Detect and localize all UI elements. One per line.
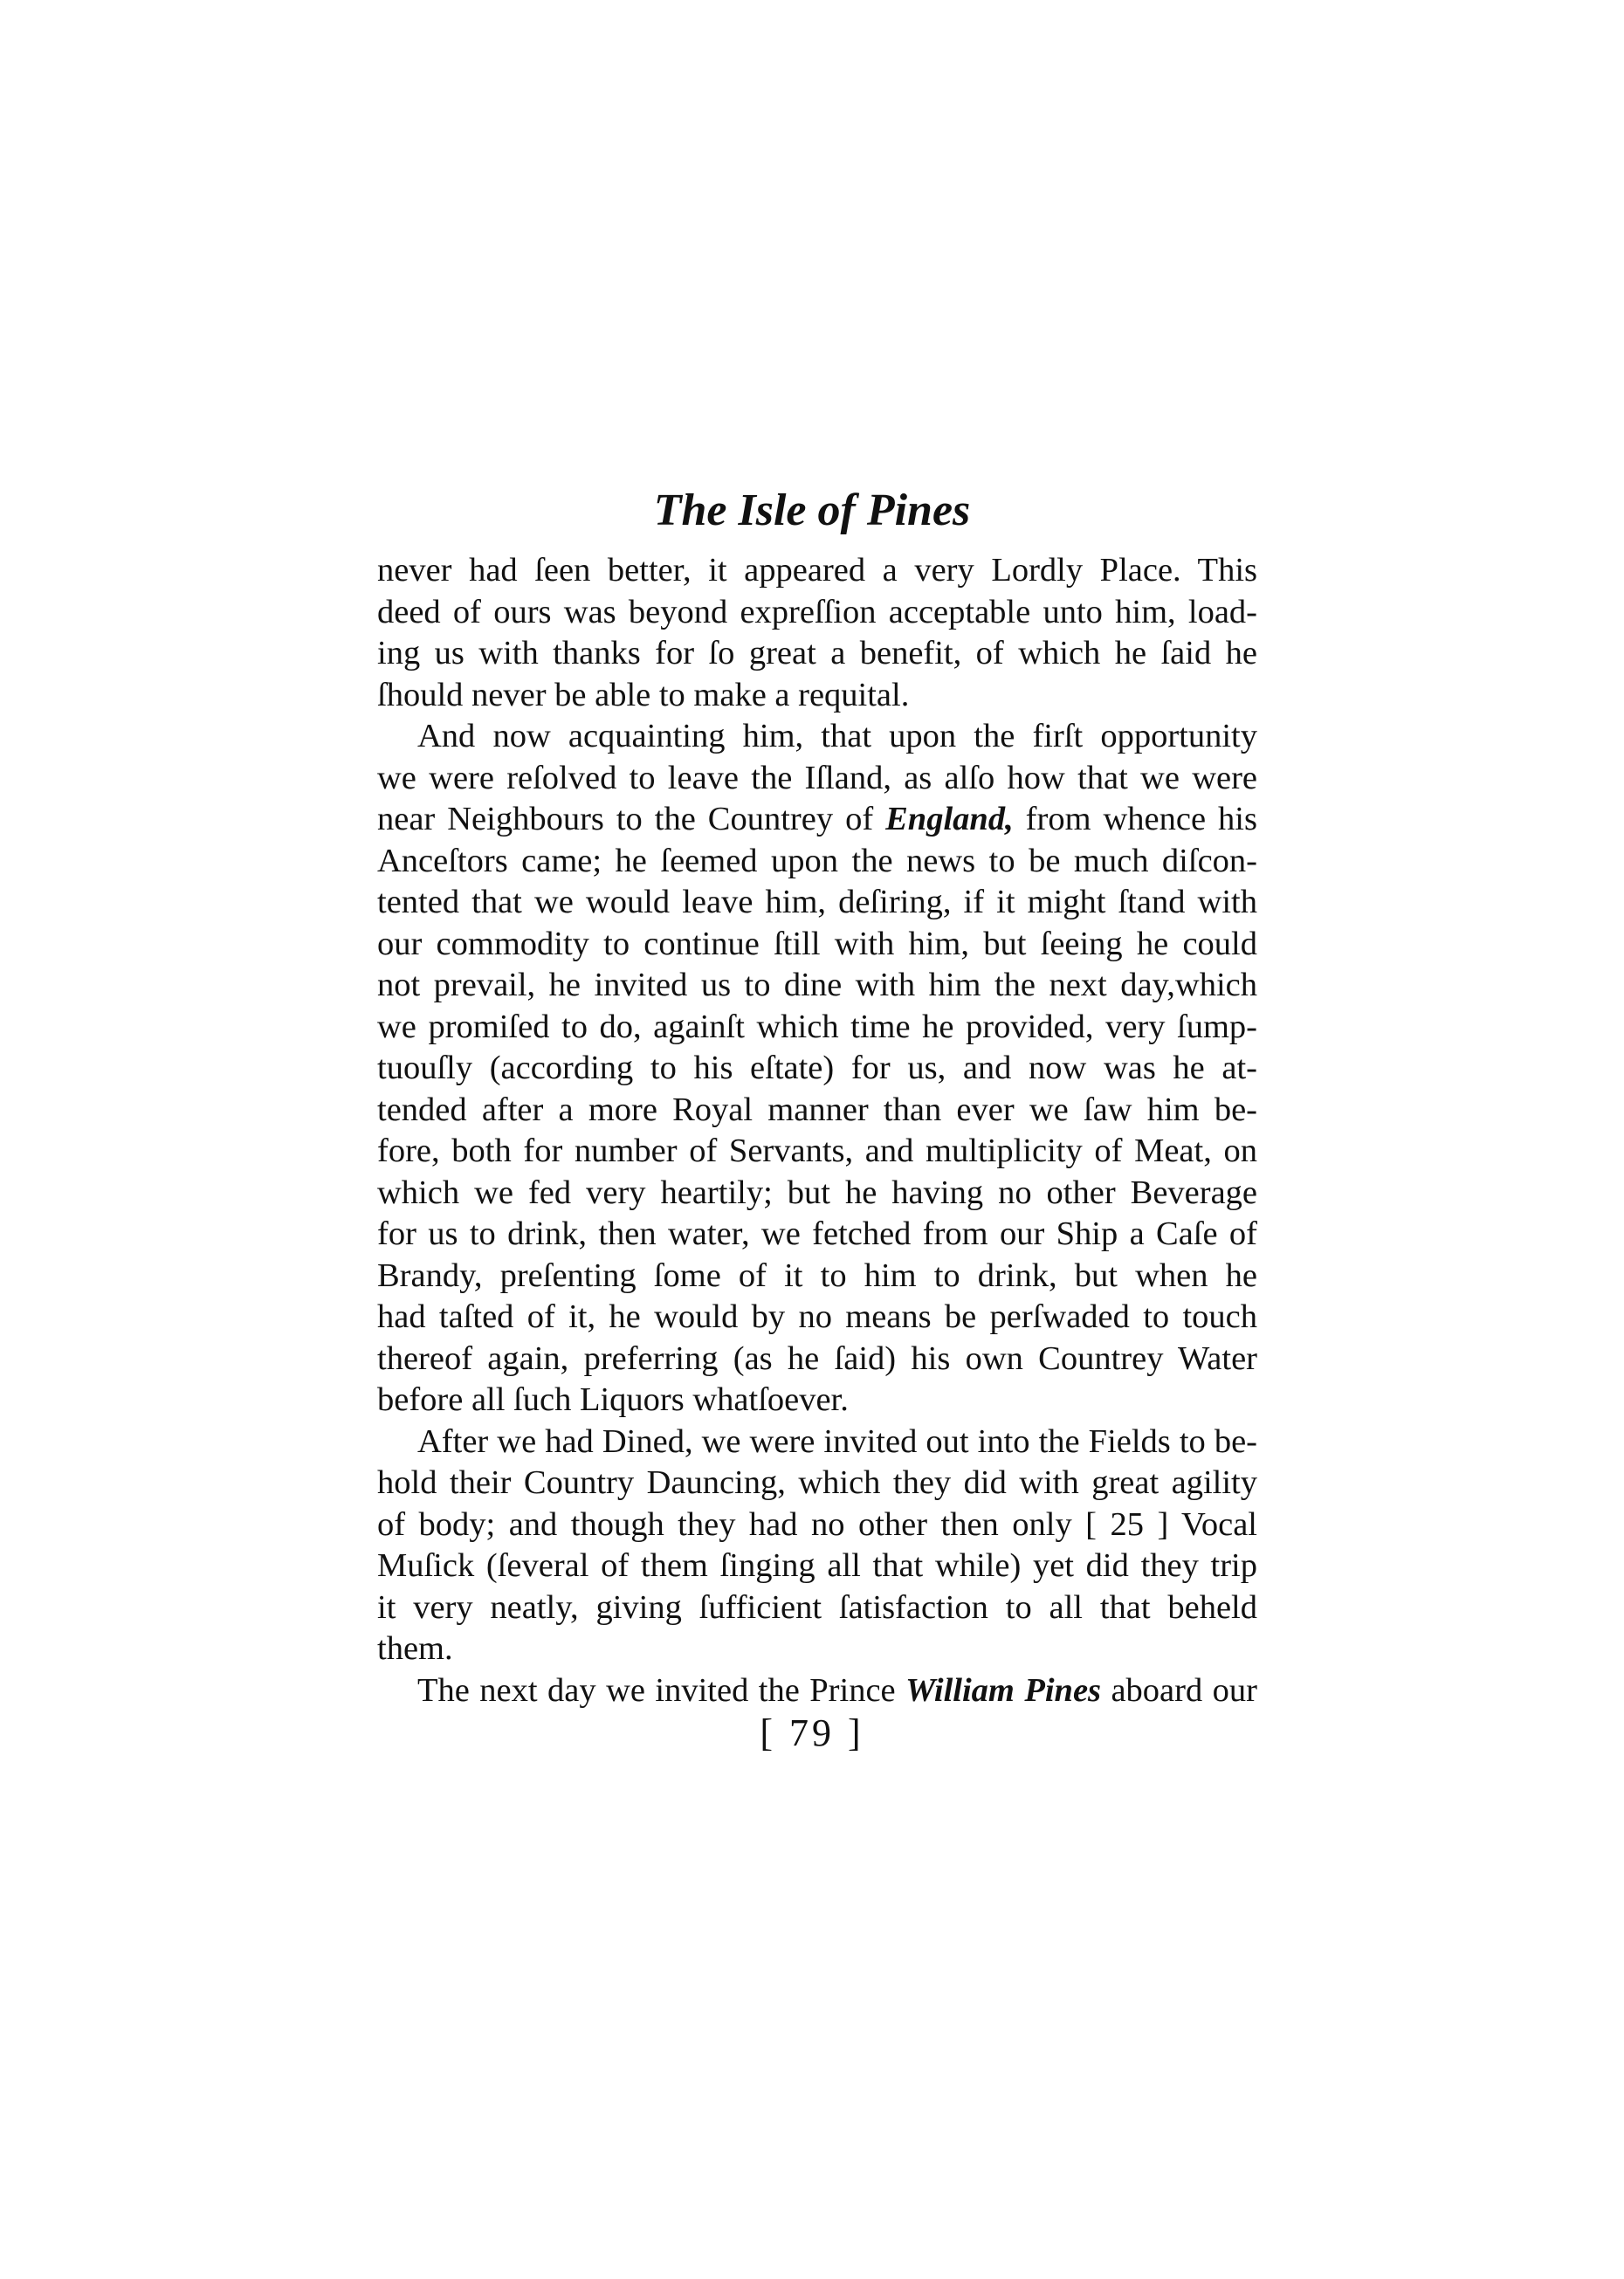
text-line: of body; and though they had no other then only [ 25 ] Vocal xyxy=(377,1505,1257,1543)
text-line: tuouſly (according to his eſtate) for us, and now was he at- xyxy=(377,1050,1257,1086)
text-line: And now acquainting him, that upon the firſt opportunity xyxy=(417,718,1257,754)
text-line: we promiſed to do, againſt which time he provided, very ſump- xyxy=(377,1008,1257,1045)
text-line: never had ſeen better, it appeared a very Lordly Place. This xyxy=(377,552,1257,589)
text-line: it very neatly, giving ſufficient ſatisfaction to all that beheld xyxy=(377,1588,1257,1626)
text-line: for us to drink, then water, we fetched from our Ship a Caſe of xyxy=(377,1215,1257,1252)
text-line xyxy=(377,1670,1257,1712)
text-segment: from whence his xyxy=(1013,801,1257,837)
text-line: Brandy, preſenting ſome of it to him to drink, but when he xyxy=(377,1257,1257,1294)
text-line: tented that we would leave him, deſiring, if it might ſtand with xyxy=(377,884,1257,920)
text-line: ing us with thanks for ſo great a benefit, of which he ſaid he xyxy=(377,635,1257,671)
text-line: fore, both for number of Servants, and multiplicity of Meat, on xyxy=(377,1133,1257,1169)
text-line: which we fed very heartily; but he having no other Beverage xyxy=(377,1174,1257,1211)
text-line xyxy=(377,799,1257,841)
text-line: had taſted of it, he would by no means be perſwaded to touch xyxy=(377,1298,1257,1335)
text-line: ſhould never be able to make a requital. xyxy=(377,676,910,713)
text-line: thereof again, preferring (as he ſaid) his own Countrey Water xyxy=(377,1339,1257,1377)
text-line: tended after a more Royal manner than ever we ſaw him be- xyxy=(377,1091,1257,1128)
text-line: Muſick (ſeveral of them ſinging all that while) yet did they trip xyxy=(377,1547,1257,1584)
text-line: After we had Dined, we were invited out into the Fields to be- xyxy=(417,1422,1257,1460)
text-segment: aboard our xyxy=(1101,1671,1257,1709)
text-line: not prevail, he invited us to dine with him the next day,which xyxy=(377,967,1257,1003)
body-text xyxy=(377,550,1257,1711)
text-line: before all ſuch Liquors whatſoever. xyxy=(377,1381,849,1418)
text-line: hold their Country Dauncing, which they did with great agility xyxy=(377,1464,1257,1501)
text-line: we were reſolved to leave the Iſland, as alſo how that we were xyxy=(377,759,1257,796)
text-line: our commodity to continue ſtill with him, but ſeeing he could xyxy=(377,925,1257,962)
italic-name: William Pines xyxy=(905,1671,1102,1709)
text-line: them. xyxy=(377,1630,453,1667)
running-head: The Isle of Pines xyxy=(653,485,971,535)
text-segment: near Neighbours to the Countrey of xyxy=(377,801,886,837)
page-number: [ 79 ] xyxy=(760,1711,864,1754)
text-line: deed of ours was beyond expreſſion acceptable unto him, load- xyxy=(377,593,1257,630)
italic-name: England, xyxy=(885,801,1014,837)
text-line: Anceſtors came; he ſeemed upon the news to be much diſcon- xyxy=(377,842,1257,879)
text-segment: The next day we invited the Prince xyxy=(417,1671,906,1709)
